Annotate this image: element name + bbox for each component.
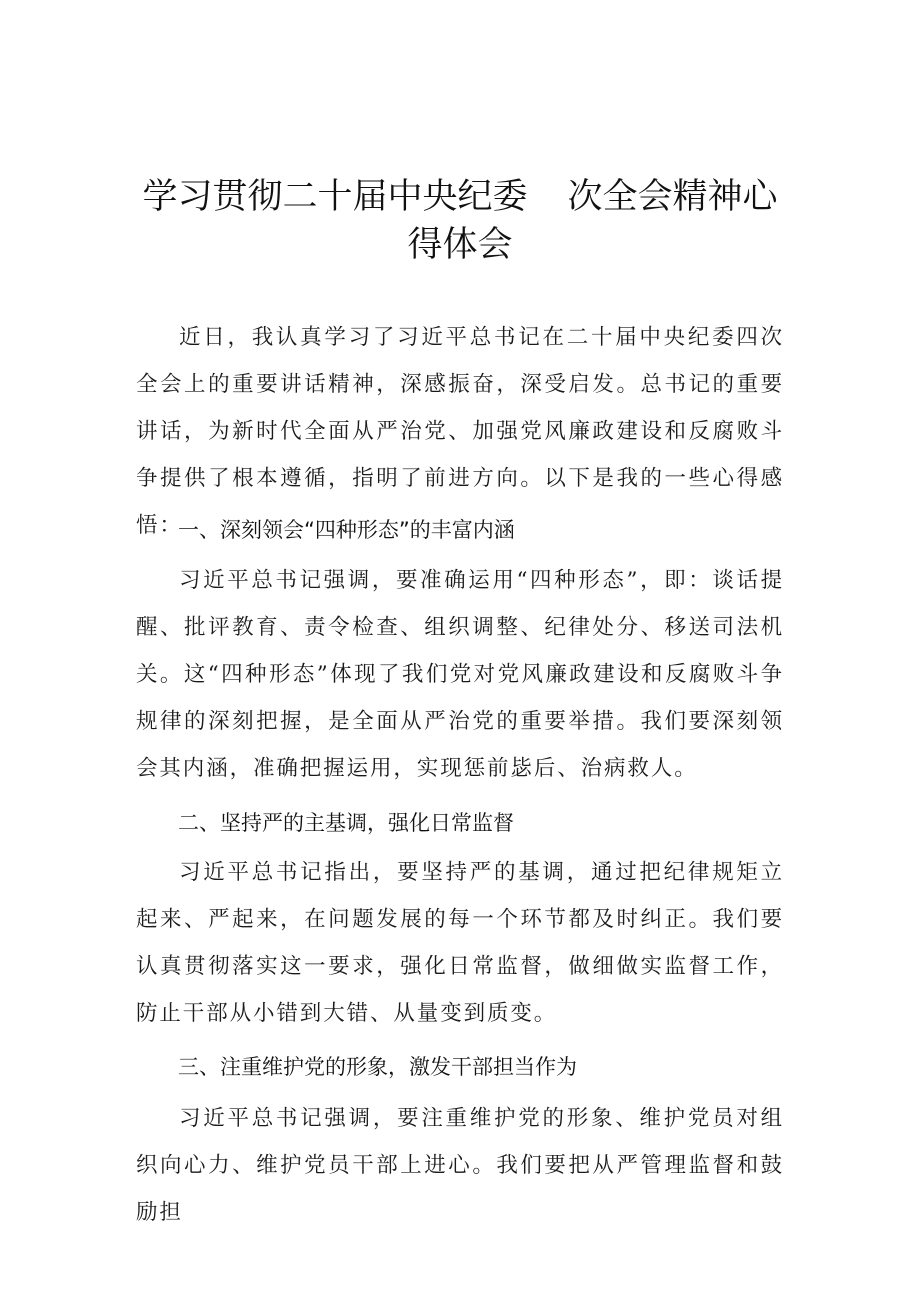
section-3-heading: 三、注重维护党的形象，激发干部担当作为 — [178, 1055, 577, 1079]
section-1-heading: 一、深刻领会“四种形态”的丰富内涵 — [178, 518, 515, 542]
title-part-1: 学习贯彻二十届中央纪委 — [142, 177, 528, 217]
document-title-line-2: 得体会 — [407, 225, 513, 265]
document-title — [120, 175, 800, 219]
intro-paragraph: 近日，我认真学习了习近平总书记在二十届中央纪委四次全会上的重要讲话精神，深感振奋，深受启发。总书记的重要讲话，为新时代全面从严治党、加强党风廉政建设和反腐败斗争提供了根本遵循，指明了前进方向。以下是我的一些心得感悟： — [136, 325, 784, 538]
title-part-2: 次全会精神心 — [567, 177, 778, 217]
section-2-heading: 二、坚持严的主基调，强化日常监督 — [178, 811, 514, 835]
section-2-paragraph: 习近平总书记指出，要坚持严的基调，通过把纪律规矩立起来、严起来，在问题发展的每一个环节都及时纠正。我们要认真贯彻落实这一要求，强化日常监督，做细做实监督工作，防止干部从小错到大错、从量变到质变。 — [136, 860, 784, 1026]
section-3-paragraph: 习近平总书记强调，要注重维护党的形象、维护党员对组织向心力、维护党员干部上进心。我们要把从严管理监督和鼓励担 — [136, 1106, 784, 1225]
section-1-paragraph: 习近平总书记强调，要准确运用“四种形态”，即：谈话提醒、批评教育、责令检查、组织调整、纪律处分、移送司法机关。这“四种形态”体现了我们党对党风廉政建设和反腐败斗争规律的深刻把握，是全面从严治党的重要举措。我们要深刻领会其内涵，准确把握运用，实现惩前毖后、治病救人。 — [136, 568, 784, 781]
